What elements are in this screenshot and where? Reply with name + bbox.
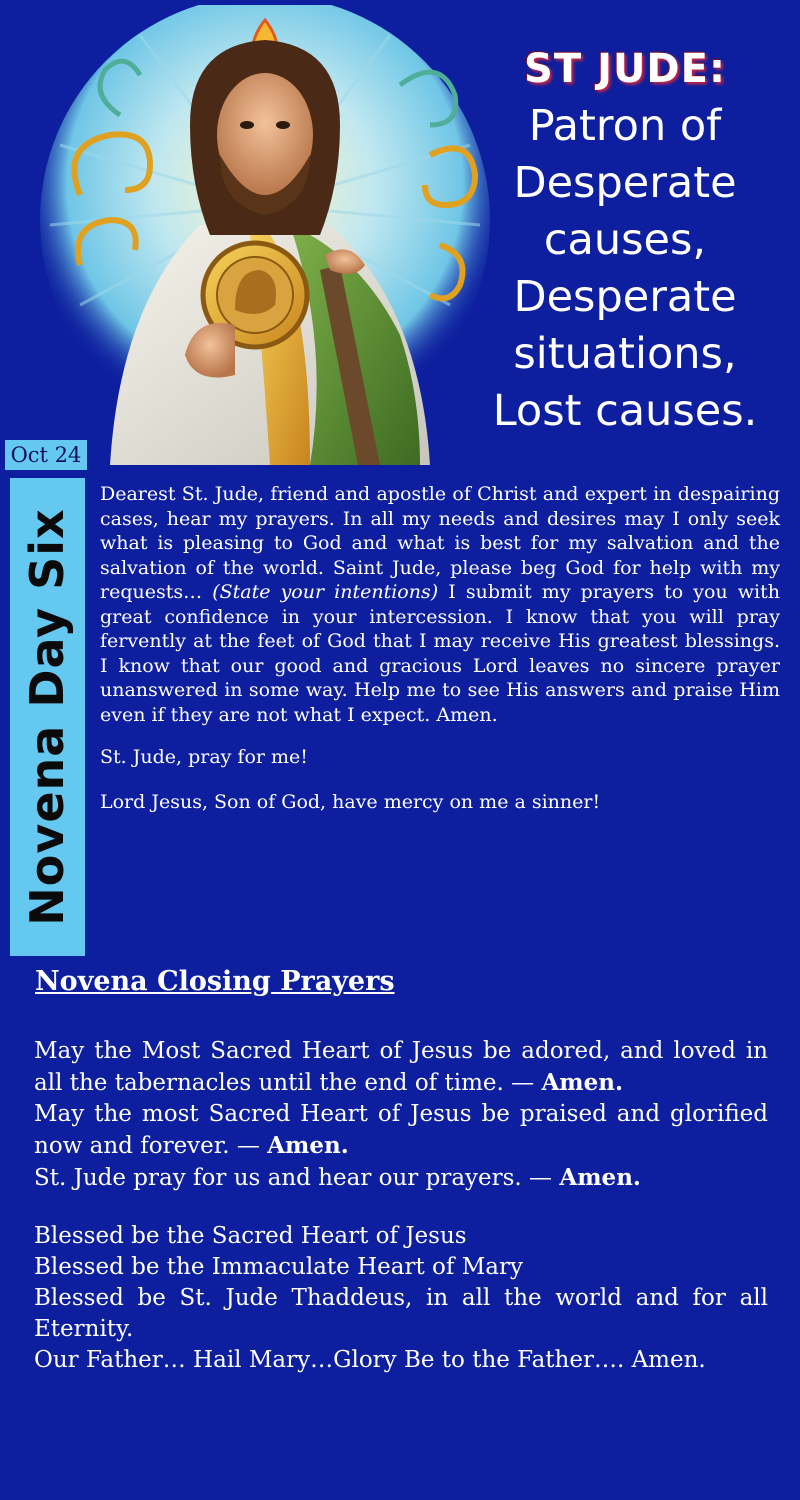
prayer-line-3: Lord Jesus, Son of God, have mercy on me a sinner! [100,790,601,813]
title-line-1: Patron of [528,101,722,151]
prayer-main-before: Dearest St. Jude, friend and apostle of Christ and expert in despairing cases, hear my prayers. In all my needs and desires may I only seek what is pleasing to God and what is best for my salvation and the salvation of the world. Saint Jude, please beg God for help with my requests… [100,483,780,603]
amen-1: Amen. [541,1069,623,1096]
spacer [34,1194,768,1221]
date-tag: Oct 24 [5,440,87,470]
title-line-2: Desperate [513,158,737,208]
closing-p3 [34,1162,768,1194]
title-line-4: Desperate [513,272,737,322]
blessed-1: Blessed be the Sacred Heart of Jesus [34,1223,467,1249]
closing-p2 [34,1099,768,1162]
closing-heading: Novena Closing Prayers [35,966,395,997]
prayer-line-2: St. Jude, pray for me! [100,746,308,768]
prayer-intentions: (State your intentions) [212,581,439,603]
our-father-line: Our Father… Hail Mary…Glory Be to the Father…. Amen. [34,1347,706,1373]
daily-prayer [100,482,780,814]
closing-p1 [34,1036,768,1099]
st-jude-portrait [40,5,490,465]
prayer-main [100,482,780,727]
closing-p3-text: St. Jude pray for us and hear our prayers. — [34,1165,560,1191]
title-line-5: situations, [513,329,737,379]
closing-p2-text: May the most Sacred Heart of Jesus be praised and glorified now and forever. — [34,1101,768,1159]
prayer-main-after: I submit my prayers to you with great confidence in your intercession. I know that you will pray fervently at the feet of God that I may receive His greatest blessings. I know that our good and gracious Lord leaves no sincere prayer unanswered in some way. Help me to see His answers and praise Him even if they are not what I expect. Amen. [100,581,780,726]
amen-2: Amen. [267,1132,349,1159]
title-line-3: causes, [543,215,707,265]
title-block [490,40,760,440]
blessed-2: Blessed be the Immaculate Heart of Mary [34,1254,523,1280]
title-main: ST JUDE: [524,46,726,92]
amen-3: Amen. [559,1164,641,1191]
novena-day-label: Novena Day Six [20,508,74,926]
closing-p1-text: May the Most Sacred Heart of Jesus be adored, and loved in all the tabernacles until the end of time. — [34,1038,768,1096]
title-line-6: Lost causes. [492,386,758,436]
closing-prayers [34,1036,768,1376]
blessed-3: Blessed be St. Jude Thaddeus, in all the world and for all Eternity. [34,1285,768,1342]
